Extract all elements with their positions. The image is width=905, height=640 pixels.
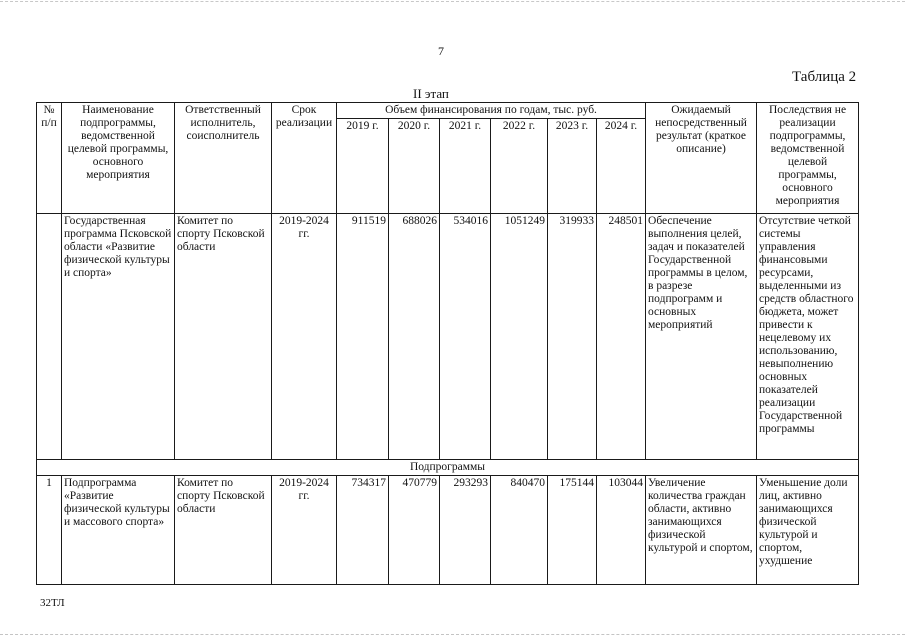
header-year: 2024 г.	[597, 119, 646, 214]
row-responsible: Комитет по спорту Псковской области	[175, 476, 272, 585]
header-row	[37, 103, 859, 119]
section-row	[37, 460, 859, 476]
header-year: 2023 г.	[548, 119, 597, 214]
row-term: 2019-2024 гг.	[272, 476, 337, 585]
row-value: 840470	[491, 476, 548, 585]
row-num	[37, 214, 62, 460]
row-value: 534016	[440, 214, 491, 460]
header-result: Ожидаемый непосредственный результат (краткое описание)	[646, 103, 757, 214]
row-value: 103044	[597, 476, 646, 585]
table-row	[37, 476, 859, 585]
section-label: Подпрограммы	[37, 460, 859, 476]
footer-code: 32ТЛ	[40, 597, 65, 609]
stage-title: II этап	[413, 86, 449, 101]
header-year: 2022 г.	[491, 119, 548, 214]
row-value: 734317	[337, 476, 389, 585]
funding-table	[36, 102, 859, 585]
scan-edge-bottom	[0, 634, 905, 635]
row-num: 1	[37, 476, 62, 585]
row-name: Подпрограмма «Развитие физической культуры и массового спорта»	[62, 476, 175, 585]
row-result: Увеличение количества граждан области, активно занимающихся физической культурой и спортом,	[646, 476, 757, 585]
header-consequences: Последствия не реализации подпрограммы, ведомственной целевой программы, основного мероприятия	[757, 103, 859, 214]
header-year: 2021 г.	[440, 119, 491, 214]
row-value: 248501	[597, 214, 646, 460]
row-value: 319933	[548, 214, 597, 460]
row-value: 688026	[389, 214, 440, 460]
row-responsible: Комитет по спорту Псковской области	[175, 214, 272, 460]
row-result: Обеспечение выполнения целей, задач и показателей Государственной программы в целом, в разрезе подпрограмм и основных мероприятий	[646, 214, 757, 460]
row-value: 911519	[337, 214, 389, 460]
scan-edge-top	[0, 1, 905, 2]
row-consequences: Уменьшение доли лиц, активно занимающихся физической культурой и спортом, ухудшение	[757, 476, 859, 585]
row-value: 175144	[548, 476, 597, 585]
page-number: 7	[438, 44, 444, 58]
header-name: Наименование подпрограммы, ведомственной целевой программы, основного мероприятия	[62, 103, 175, 214]
row-value: 1051249	[491, 214, 548, 460]
header-year: 2020 г.	[389, 119, 440, 214]
row-term: 2019-2024 гг.	[272, 214, 337, 460]
row-value: 470779	[389, 476, 440, 585]
header-year: 2019 г.	[337, 119, 389, 214]
table-label: Таблица 2	[792, 69, 857, 85]
table-row	[37, 214, 859, 460]
header-responsible: Ответственный исполнитель, соисполнитель	[175, 103, 272, 214]
row-value: 293293	[440, 476, 491, 585]
row-consequences: Отсутствие четкой системы управления финансовыми ресурсами, выделенными из средств областного бюджета, может привести к нецелевому их использованию, невыполнению основных показателей реализации Государственной программы	[757, 214, 859, 460]
header-num: № п/п	[37, 103, 62, 214]
row-name: Государственная программа Псковской области «Развитие физической культуры и спорта»	[62, 214, 175, 460]
header-funding: Объем финансирования по годам, тыс. руб.	[337, 103, 646, 119]
header-term: Срок реализации	[272, 103, 337, 214]
